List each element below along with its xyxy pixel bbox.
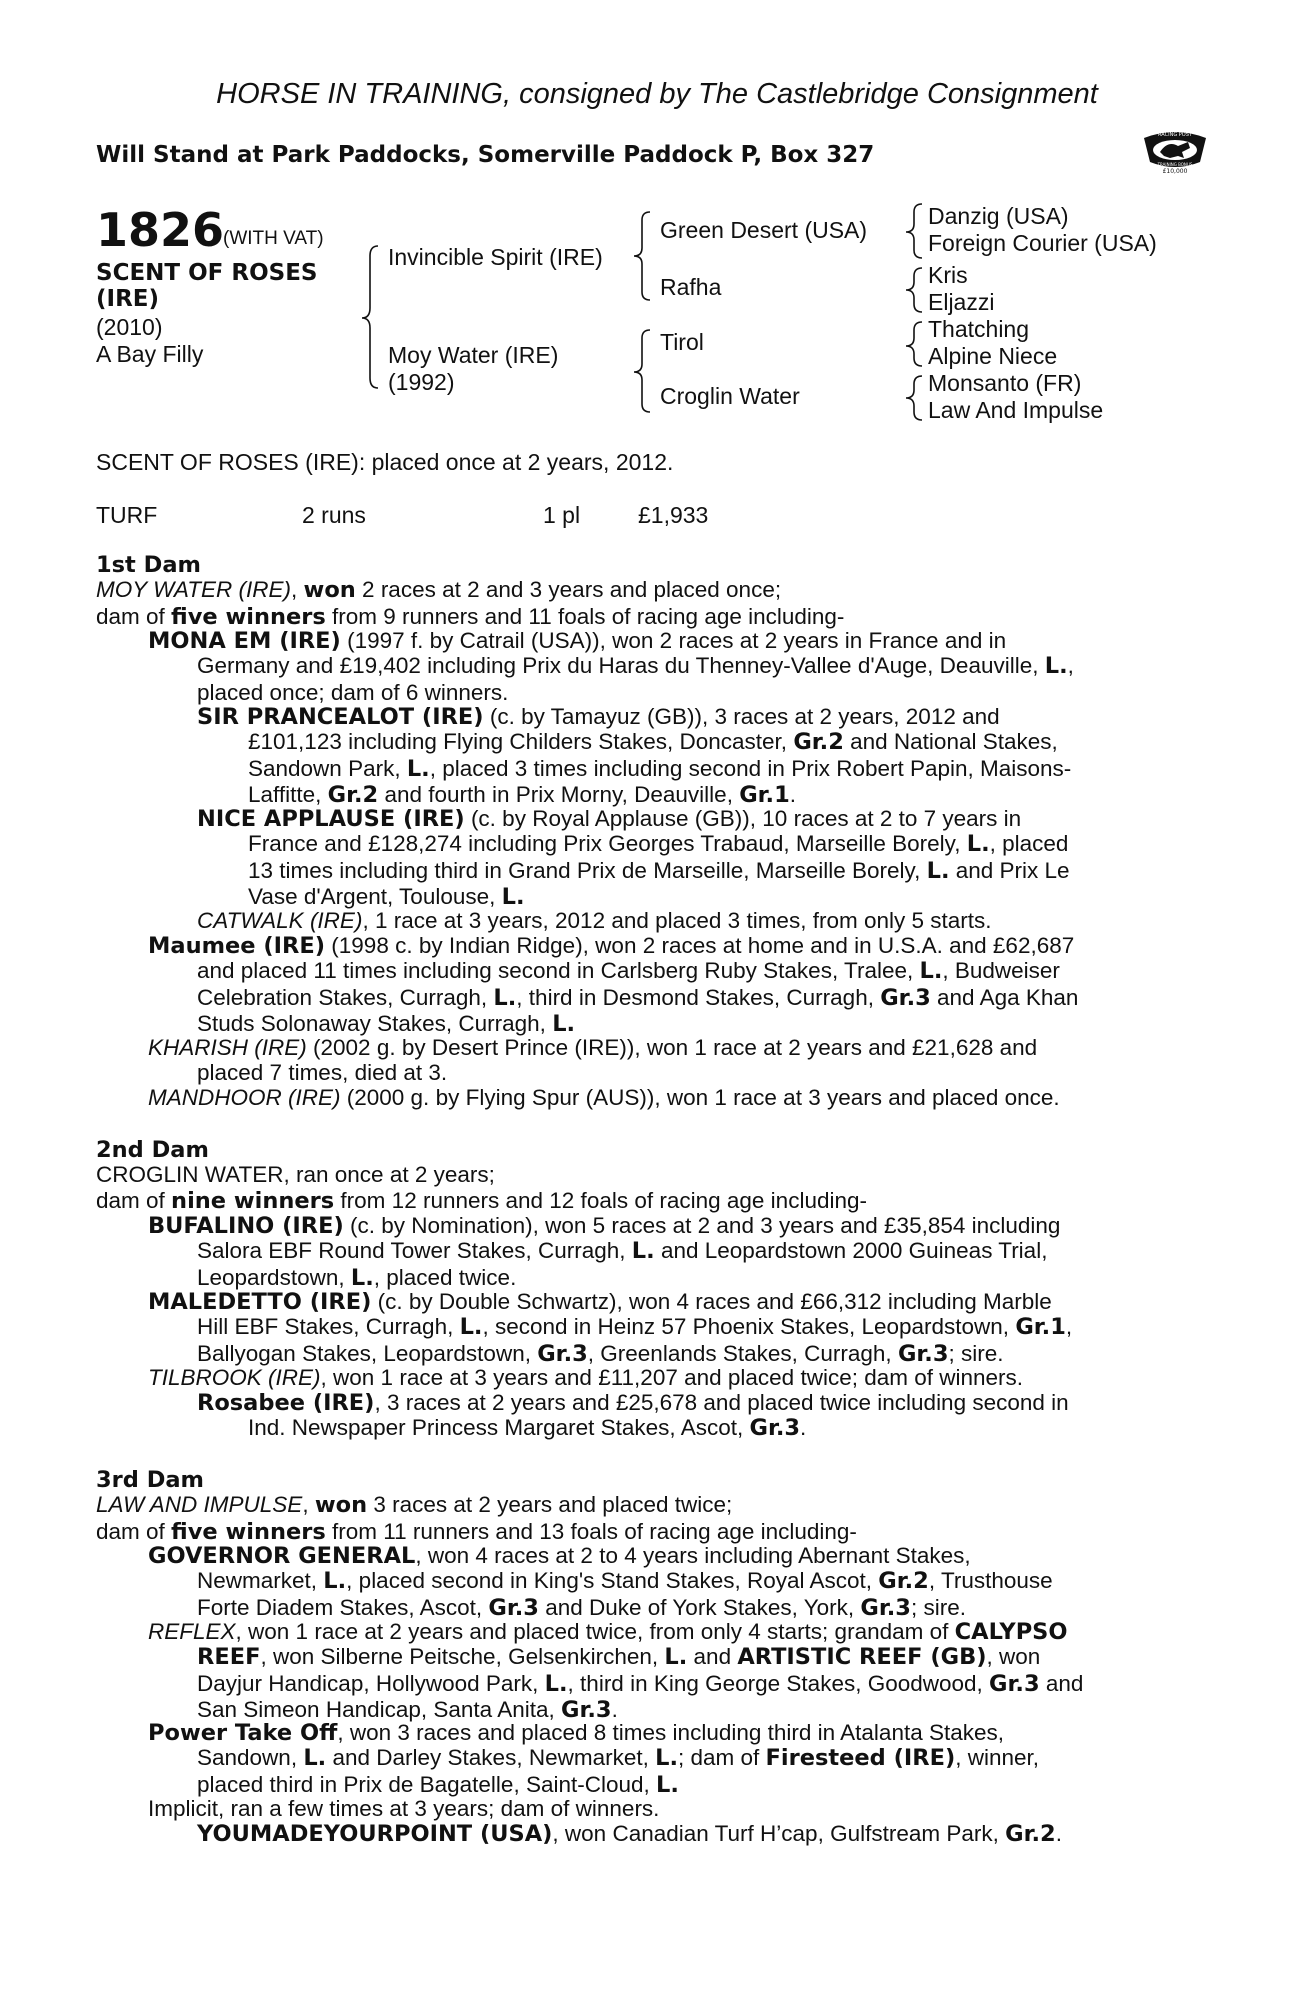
produce-youmadeyourpoint: YOUMADEYOURPOINT (USA), won Canadian Turf H’cap, Gulfstream Park, Gr.2.: [197, 1821, 1062, 1847]
produce-governor-general: GOVERNOR GENERAL, won 4 races at 2 to 4 years including Abernant Stakes,: [148, 1543, 971, 1569]
produce-rosabee-cont: Ind. Newspaper Princess Margaret Stakes, Ascot, Gr.3.: [248, 1415, 807, 1441]
third-dam-intro: LAW AND IMPULSE, won 3 races at 2 years and placed twice; dam of five winners from 11 runners and 13 foals of racing age including-: [96, 1492, 857, 1545]
pedigree-dd-dam: Law And Impulse: [928, 397, 1104, 423]
svg-text:£10,000: £10,000: [1162, 168, 1188, 175]
record-earnings: £1,933: [638, 502, 709, 528]
horse-origin: (IRE): [96, 286, 160, 312]
produce-power-take-off-cont: Sandown, L. and Darley Stakes, Newmarket, L.; dam of Firesteed (IRE), winner, placed third in Prix de Bagatelle, Saint-Cloud, L.: [197, 1745, 1040, 1798]
race-summary: SCENT OF ROSES (IRE): placed once at 2 years, 2012.: [96, 449, 674, 475]
pedigree-sd-dam: Eljazzi: [928, 289, 995, 315]
second-dam-intro: CROGLIN WATER, ran once at 2 years; dam of nine winners from 12 runners and 12 foals of racing age including-: [96, 1162, 867, 1214]
produce-maumee-cont: and placed 11 times including second in Carlsberg Ruby Stakes, Tralee, L., Budweiser Celebration Stakes, Curragh, L., third in Desmond Stakes, Curragh, Gr.3 and Aga Khan Studs Solonaway Stakes, Curragh, L.: [197, 958, 1079, 1037]
produce-nice-applause-cont: France and £128,274 including Prix Georges Trabaud, Marseille Borely, L., placed 13 times including third in Grand Prix de Marseille, Marseille Borely, L. and Prix Le Vase d'Argent, Toulouse, L.: [248, 831, 1070, 910]
pedigree-sire: Invincible Spirit (IRE): [388, 244, 603, 270]
horse-year: (2010): [96, 314, 163, 340]
produce-bufalino-cont: Salora EBF Round Tower Stakes, Curragh, L. and Leopardstown 2000 Guineas Trial, Leopardstown, L., placed twice.: [197, 1238, 1048, 1291]
pedigree-sd-sire: Kris: [928, 262, 968, 288]
pedigree-sire-sire: Green Desert (USA): [660, 217, 868, 243]
produce-reflex-cont: REEF, won Silberne Peitsche, Gelsenkirchen, L. and ARTISTIC REEF (GB), won Dayjur Handicap, Hollywood Park, L., third in King George Stakes, Goodwood, Gr.3 and San Simeon Handicap, Santa Anita, Gr.3.: [197, 1644, 1084, 1723]
produce-implicit: Implicit, ran a few times at 3 years; dam of winners.: [148, 1796, 660, 1821]
produce-kharish: KHARISH (IRE) (2002 g. by Desert Prince (IRE)), won 1 race at 2 years and £21,628 and: [148, 1035, 1038, 1060]
produce-rosabee: Rosabee (IRE), 3 races at 2 years and £25,678 and placed twice including second in: [197, 1390, 1069, 1416]
pedigree-dam-dam: Croglin Water: [660, 383, 800, 409]
produce-sir-prancealot-cont: £101,123 including Flying Childers Stakes, Doncaster, Gr.2 and National Stakes, Sandown Park, L., placed 3 times including second in Prix Robert Papin, Maisons- Laffitte, Gr.2 and fourth in Prix Morny, Deauville, Gr.1.: [248, 729, 1072, 808]
produce-kharish-cont: placed 7 times, died at 3.: [197, 1060, 448, 1085]
pedigree-sire-dam: Rafha: [660, 274, 722, 300]
pedigree-ds-sire: Thatching: [928, 316, 1030, 342]
produce-maledetto-cont: Hill EBF Stakes, Curragh, L., second in Heinz 57 Phoenix Stakes, Leopardstown, Gr.1, Ballyogan Stakes, Leopardstown, Gr.3, Greenlands Stakes, Curragh, Gr.3; sire.: [197, 1314, 1073, 1367]
stand-location: Will Stand at Park Paddocks, Somerville Paddock P, Box 327: [96, 142, 875, 168]
produce-catwalk: CATWALK (IRE), 1 race at 3 years, 2012 and placed 3 times, from only 5 starts.: [197, 908, 992, 933]
produce-mandhoor: MANDHOOR (IRE) (2000 g. by Flying Spur (AUS)), won 1 race at 3 years and placed once.: [148, 1085, 1060, 1110]
produce-sir-prancealot: SIR PRANCEALOT (IRE) (c. by Tamayuz (GB)), 3 races at 2 years, 2012 and: [197, 704, 1000, 730]
lot-vat: (WITH VAT): [223, 228, 324, 249]
record-runs: 2 runs: [302, 502, 366, 528]
produce-maumee: Maumee (IRE) (1998 c. by Indian Ridge), won 2 races at home and in U.S.A. and £62,687: [148, 933, 1075, 959]
produce-reflex: REFLEX, won 1 race at 2 years and placed twice, from only 4 starts; grandam of CALYPSO: [148, 1619, 1068, 1645]
pedigree-dam-sire: Tirol: [660, 329, 704, 355]
produce-mona-em: MONA EM (IRE) (1997 f. by Catrail (USA)), won 2 races at 2 years in France and in: [148, 628, 1007, 654]
pedigree-ss-sire: Danzig (USA): [928, 203, 1069, 229]
pedigree-braces: [0, 0, 1314, 440]
record-surface: TURF: [96, 502, 158, 528]
pedigree-dam-year: (1992): [388, 369, 455, 395]
first-dam-intro: MOY WATER (IRE), won 2 races at 2 and 3 years and placed once; dam of five winners from 9 runners and 11 foals of racing age including-: [96, 577, 845, 630]
pedigree-dam: Moy Water (IRE): [388, 342, 559, 368]
produce-governor-general-cont: Newmarket, L., placed second in King's Stand Stakes, Royal Ascot, Gr.2, Trusthouse Forte Diadem Stakes, Ascot, Gr.3 and Duke of York Stakes, York, Gr.3; sire.: [197, 1568, 1053, 1621]
section-second-dam: 2nd Dam: [96, 1137, 209, 1163]
pedigree-ds-dam: Alpine Niece: [928, 343, 1058, 369]
produce-bufalino: BUFALINO (IRE) (c. by Nomination), won 5 races at 2 and 3 years and £35,854 including: [148, 1213, 1061, 1239]
lot-number: 1826: [96, 203, 225, 257]
pedigree-dd-sire: Monsanto (FR): [928, 370, 1082, 396]
page-heading: HORSE IN TRAINING, consigned by The Castlebridge Consignment: [216, 78, 1098, 110]
svg-text:RACING POST: RACING POST: [1158, 132, 1192, 138]
horse-description: A Bay Filly: [96, 341, 204, 367]
produce-nice-applause: NICE APPLAUSE (IRE) (c. by Royal Applause (GB)), 10 races at 2 to 7 years in: [197, 806, 1022, 832]
produce-tilbrook: TILBROOK (IRE), won 1 race at 3 years and £11,207 and placed twice; dam of winners.: [148, 1365, 1024, 1390]
section-first-dam: 1st Dam: [96, 552, 201, 578]
svg-text:TRAINING BONUS: TRAINING BONUS: [1157, 162, 1193, 167]
record-placings: 1 pl: [543, 502, 581, 528]
section-third-dam: 3rd Dam: [96, 1467, 204, 1493]
produce-power-take-off: Power Take Off, won 3 races and placed 8 times including third in Atalanta Stakes,: [148, 1720, 1005, 1746]
pedigree-ss-dam: Foreign Courier (USA): [928, 230, 1157, 256]
produce-maledetto: MALEDETTO (IRE) (c. by Double Schwartz), won 4 races and £66,312 including Marble: [148, 1289, 1052, 1315]
produce-mona-em-cont: Germany and £19,402 including Prix du Haras du Thenney-Vallee d'Auge, Deauville, L., placed once; dam of 6 winners.: [197, 653, 1074, 705]
horse-name: SCENT OF ROSES: [96, 260, 318, 286]
